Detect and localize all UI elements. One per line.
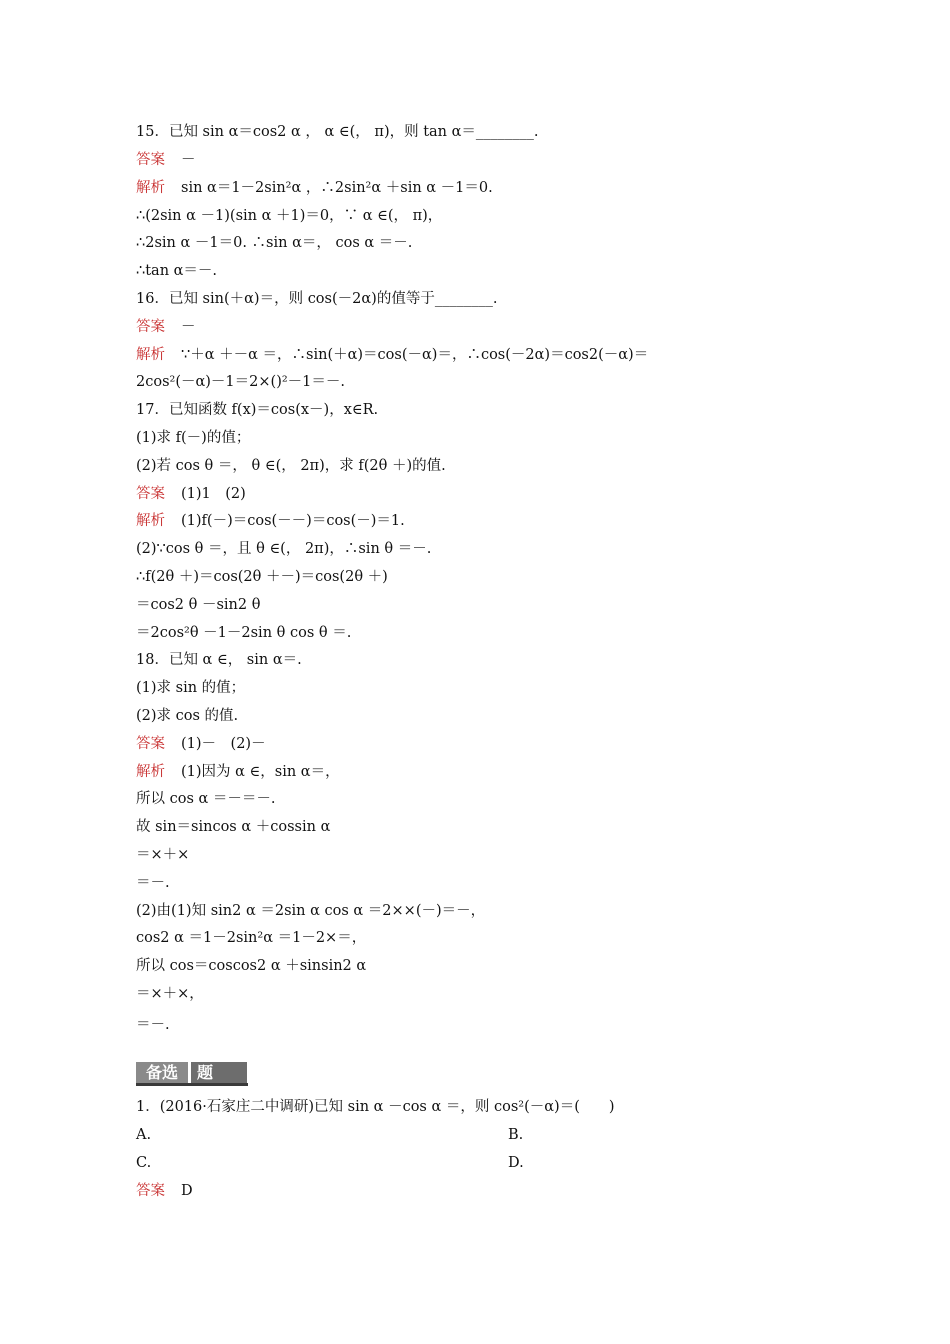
line-text: (2)∵cos θ ＝，且 θ ∈(， 2π)，∴sin θ ＝－. [136,541,432,557]
line-text: ＝×＋×， [136,986,204,1002]
line-text: (2)求 cos 的值. [136,708,239,724]
answer-label: 解析 [136,347,165,363]
line-text: 16．已知 sin(＋α)＝，则 cos(－2α)的值等于________. [136,291,498,307]
line-text: ∴f(2θ ＋)＝cos(2θ ＋－)＝cos(2θ ＋) [136,569,388,585]
answer-label: 答案 [136,319,165,335]
text-line [136,401,378,419]
line-text: (2)若 cos θ ＝， θ ∈(， 2π)，求 f(2θ ＋)的值. [136,458,446,474]
line-text: (1)因为 α ∈，sin α＝， [181,764,340,780]
line-text: ＝×＋× [136,847,190,863]
line-text: (1)f(－)＝cos(－－)＝cos(－)＝1. [181,513,405,529]
text-line [136,540,431,558]
line-text: 所以 cos α ＝－＝－. [136,791,276,807]
line-text: ∴2sin α －1＝0. ∴sin α＝， cos α ＝－. [136,235,413,251]
answer-label: 解析 [136,764,165,780]
line-text: D [181,1183,193,1199]
line-text: ＝－. [136,875,170,891]
text-line [136,651,302,669]
section-badge [136,1061,248,1085]
labeled-line [136,179,493,197]
text-line [136,790,276,808]
text-line [136,373,345,391]
line-text: cos2 α ＝1－2sin²α ＝1－2×＝， [136,930,367,946]
choice-option: B. [508,1127,524,1143]
answer-label: 答案 [136,152,165,168]
text-line [136,457,446,475]
text-line [136,707,238,725]
line-text: sin α＝1－2sin²α ，∴2sin²α ＋sin α －1＝0. [181,180,493,196]
text-line [136,1016,170,1034]
answer-label: 解析 [136,180,165,196]
text-line [136,123,539,141]
text-line [136,568,388,586]
line-text: (2)由(1)知 sin2 α ＝2sin α cos α ＝2××(－)＝－， [136,903,486,919]
text-line [136,874,170,892]
text-line [136,679,245,697]
labeled-line [136,151,196,169]
section-badge-part2: 题 [191,1062,247,1084]
text-line [136,929,366,947]
text-line [136,207,442,225]
section-badge-part1: 备选 [136,1062,188,1084]
line-text: ＝2cos²θ －1－2sin θ cos θ ＝. [136,625,352,641]
line-text: (1)求 sin 的值； [136,680,246,696]
line-text: 18．已知 α ∈， sin α＝. [136,652,302,668]
text-line [136,624,351,642]
text-line [136,429,250,447]
labeled-line [136,512,405,530]
answer-label: 解析 [136,513,165,529]
text-line [136,596,260,614]
text-line [136,234,412,252]
labeled-line [136,318,196,336]
choice-option: D. [508,1155,524,1171]
line-text: ∴tan α＝－. [136,263,218,279]
line-text: 所以 cos＝coscos2 α ＋sinsin2 α [136,958,367,974]
line-text: 1．(2016·石家庄二中调研)已知 sin α －cos α ＝，则 cos²(－α)＝( ) [136,1099,615,1115]
labeled-line [136,485,246,503]
line-text: (1)求 f(－)的值； [136,430,251,446]
answer-label: 答案 [136,1183,165,1199]
line-text: 故 sin＝sincos α ＋cossin α [136,819,331,835]
text-line [136,818,330,836]
choice-option: A. [136,1127,152,1143]
text-line [136,1098,615,1116]
labeled-line [136,763,340,781]
answer-label: 答案 [136,486,165,502]
text-line [136,262,217,280]
answer-label: 答案 [136,736,165,752]
text-line [136,957,366,975]
line-text: ∴(2sin α －1)(sin α ＋1)＝0，∵ α ∈(， π)， [136,208,443,224]
line-text: (1)－ (2)－ [181,736,266,752]
labeled-line [136,1182,193,1200]
line-text: － [181,152,196,168]
text-line [136,985,204,1003]
line-text: 2cos²(－α)－1＝2×()²－1＝－. [136,374,345,390]
text-line [136,290,497,308]
line-text: ＝－. [136,1017,170,1033]
line-text: － [181,319,196,335]
labeled-line [136,346,648,364]
line-text: 17．已知函数 f(x)＝cos(x－)，x∈R. [136,402,379,418]
line-text: (1)1 (2) [181,486,246,502]
choice-option: C. [136,1155,152,1171]
line-text: 15．已知 sin α＝cos2 α ， α ∈(， π)，则 tan α＝________. [136,124,539,140]
text-line [136,846,189,864]
labeled-line [136,735,266,753]
line-text: ＝cos2 θ －sin2 θ [136,597,261,613]
text-line [136,902,485,920]
line-text: ∵＋α ＋－α ＝，∴sin(＋α)＝cos(－α)＝，∴cos(－2α)＝cos2(－α)＝ [181,347,649,363]
section-badge-shadow [136,1083,248,1086]
